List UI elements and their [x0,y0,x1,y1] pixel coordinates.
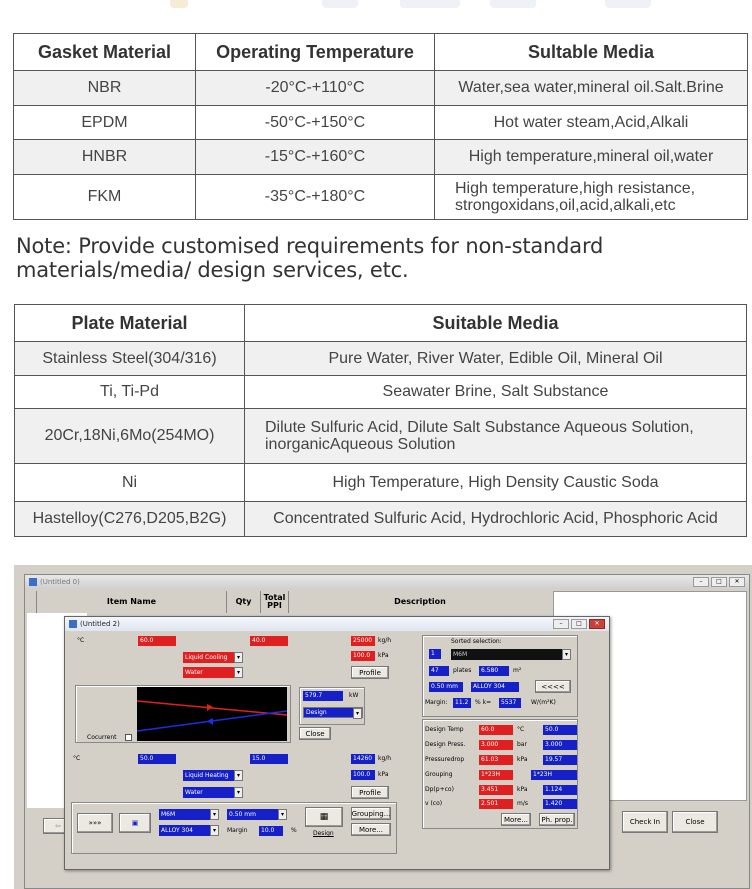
temperature-cell: -35°C-+180°C [196,175,435,220]
temperature-profile-graph [137,687,287,741]
result-hot-value: 3.451 [479,785,513,795]
maximize-icon[interactable]: □ [571,619,587,629]
plate-cell: Stainless Steel(304/316) [15,342,245,376]
area-unit: m² [513,667,522,674]
col-qty[interactable]: Qty [227,591,261,613]
table-header-row [15,305,747,342]
result-unit: bar [517,741,527,748]
design-dialog [64,616,610,870]
calculator-icon[interactable]: ▦ [305,807,343,827]
results-more-button[interactable]: More... [501,813,531,826]
minimize-icon[interactable]: – [553,619,569,629]
bottom-thickness-select[interactable] [227,809,287,820]
result-unit: m/s [517,800,528,807]
hot-temp-in-field[interactable]: 60.0 [138,636,176,646]
cold-temp-unit: °C [73,755,81,762]
cold-flow-unit: kg/h [378,755,392,762]
result-hot-value: 1*23H [479,770,513,780]
media-cell: High temperature,high resistance, strongoxidans,oil,acid,alkali,etc [435,175,748,220]
chevron-down-icon[interactable]: ▾ [234,770,243,781]
col-header-plate-material: Plate Material [15,305,245,342]
next-button[interactable]: »»» [77,813,113,833]
result-cold-value: 19.57 [543,755,577,765]
gasket-cell: EPDM [14,106,196,140]
area-field: 6.580 [479,666,509,676]
col-description[interactable]: Description [394,597,446,606]
col-header-suitable-media: Sultable Media [435,34,748,71]
bottom-margin-unit: % [291,827,297,834]
result-label: Grouping [425,771,453,778]
result-cold-value: 1*23H [531,770,577,780]
model-select[interactable] [451,649,571,660]
result-label: Design Temp [425,726,464,733]
k-field: 5537 [499,698,521,708]
ph-prop-button[interactable]: Ph. prop. [539,813,575,826]
dialog-titlebar [65,617,609,631]
bottom-margin-field[interactable]: 10.0 [259,826,283,836]
media-cell: Concentrated Sulfuric Acid, Hydrochloric Acid, Phosphoric Acid [245,502,747,537]
bottom-margin-label: Margin [227,827,248,834]
result-label: Pressuredrop [425,756,465,763]
col-header-operating-temperature: Operating Temperature [196,34,435,71]
hot-temp-out-field[interactable]: 40.0 [250,636,288,646]
cold-flow-field[interactable]: 14260 [351,754,375,764]
design-button-label[interactable]: Design [313,830,334,837]
media-cell: Seawater Brine, Salt Substance [245,376,747,409]
table-row [14,175,748,220]
plate-cell: 20Cr,18Ni,6Mo(254MO) [15,409,245,464]
media-cell: Pure Water, River Water, Edible Oil, Mineral Oil [245,342,747,376]
gasket-material-table [13,33,748,220]
chevron-down-icon[interactable]: ▾ [278,809,287,820]
table-row [15,464,747,502]
media-cell: Water,sea water,mineral oil.Salt.Brine [435,71,748,106]
dialog-title: (Untitled 2) [80,620,120,628]
media-cell: High Temperature, High Density Caustic Soda [245,464,747,502]
table-row [15,342,747,376]
table-row [15,376,747,409]
table-row [14,140,748,175]
result-hot-value: 2.501 [479,799,513,809]
table-row [15,502,747,537]
table-row [14,71,748,106]
design-mode-value: Design [304,708,354,717]
cocurrent-label: Cocurrent [87,734,117,741]
hot-mode-select[interactable] [183,652,243,663]
bottom-alloy-select[interactable] [159,825,219,836]
outer-window-title: (Untitled 0) [40,578,80,586]
app-icon [29,578,37,586]
previous-selection-button[interactable]: <<<< [535,680,571,693]
note-text: Note: Provide customised requirements for non-standard materials/media/ design services, etc. [16,234,604,282]
close-icon[interactable]: ✕ [729,577,745,587]
dialog-close-button[interactable]: Close [299,727,331,740]
gasket-cell: NBR [14,71,196,106]
bottom-alloy-value: ALLOY 304 [161,827,193,834]
cold-pressure-unit: kPa [378,771,389,778]
result-hot-value: 3.000 [479,740,513,750]
bottom-thickness-value: 0.50 mm [229,811,256,818]
bottom-model-value: M6M [161,811,176,818]
outer-close-button[interactable]: Close [672,811,718,833]
alloy-field: ALLOY 304 [471,682,519,692]
chevron-down-icon[interactable]: ▾ [234,667,243,678]
col-header-gasket-material: Gasket Material [14,34,196,71]
k-unit: W/(m²K) [531,699,556,706]
hot-flow-field[interactable]: 25000 [351,636,375,646]
margin-field: 11.2 [453,698,471,708]
result-cold-value: 50.0 [543,725,577,735]
gasket-cell: HNBR [14,140,196,175]
selection-index-field: 1 [429,649,441,659]
result-cold-value: 3.000 [543,740,577,750]
col-item-name[interactable]: Item Name [37,591,227,613]
cold-profile-button[interactable]: Profile [351,786,389,799]
power-field: 579.7 [303,691,343,701]
back-button[interactable]: ⇦ [43,818,73,834]
hot-mode-value: Liquid Cooling [185,654,228,661]
table-row [15,409,747,464]
book-icon[interactable]: ▣ [119,813,151,833]
temperature-cell: -15°C-+160°C [196,140,435,175]
media-cell: Hot water steam,Acid,Alkali [435,106,748,140]
result-cold-value: 1.124 [543,785,577,795]
result-unit: kPa [517,756,528,763]
col-header-suitable-media: Suitable Media [245,305,747,342]
cold-temp-out-field[interactable]: 15.0 [250,754,288,764]
result-label: v (co) [425,800,443,807]
plates-label: plates [453,667,472,674]
cocurrent-checkbox[interactable] [125,734,132,741]
plate-cell: Hastelloy(C276,D205,B2G) [15,502,245,537]
hot-pressure-field[interactable]: 100.0 [351,651,375,661]
plate-cell: Ni [15,464,245,502]
result-label: Dp(p+co) [425,786,454,793]
hot-flow-unit: kg/h [378,637,392,644]
hot-profile-button[interactable]: Profile [351,666,389,679]
minimize-icon[interactable]: – [693,577,709,587]
result-hot-value: 61.03 [479,755,513,765]
cold-temp-in-field[interactable]: 50.0 [138,754,176,764]
chevron-down-icon[interactable]: ▾ [210,825,219,836]
result-label: Design Press. [425,741,466,748]
bottom-model-select[interactable] [159,809,219,820]
cold-fluid-select[interactable] [183,787,243,798]
list-header [27,591,553,613]
plates-field: 47 [429,666,449,676]
bottom-more-button[interactable]: More... [351,823,391,836]
table-row [14,106,748,140]
temperature-cell: -20°C-+110°C [196,71,435,106]
close-icon[interactable]: ✕ [589,619,605,629]
k-label: % k= [475,699,492,706]
media-cell: High temperature,mineral oil,water [435,140,748,175]
result-cold-value: 1.420 [543,799,577,809]
grouping-button[interactable]: Grouping... [351,807,391,820]
sorted-selection-title: Sorted selection: [451,638,502,645]
result-hot-value: 60.0 [479,725,513,735]
result-unit: kPa [517,786,528,793]
design-mode-select[interactable] [303,707,363,718]
chevron-down-icon[interactable]: ▾ [353,708,362,719]
plate-material-table [14,304,747,537]
chevron-down-icon[interactable]: ▾ [210,809,219,820]
plate-cell: Ti, Ti-Pd [15,376,245,409]
model-value: M6M [453,651,468,658]
app-icon [69,620,77,628]
hot-fluid-select[interactable] [183,667,243,678]
maximize-icon[interactable]: □ [711,577,727,587]
margin-label: Margin: [425,699,448,706]
cold-mode-value: Liquid Heating [185,772,229,779]
gasket-cell: FKM [14,175,196,220]
result-unit: °C [517,726,525,733]
hot-temp-unit: °C [77,637,85,644]
temperature-cell: -50°C-+150°C [196,106,435,140]
chevron-down-icon[interactable]: ▾ [562,649,571,660]
cold-mode-select[interactable] [183,770,243,781]
hot-fluid-value: Water [185,669,203,676]
media-cell: Dilute Sulfuric Acid, Dilute Salt Substance Aqueous Solution, inorganicAqueous Solution [245,409,747,464]
cold-fluid-value: Water [185,789,203,796]
chevron-down-icon[interactable]: ▾ [234,787,243,798]
check-in-button[interactable]: Check In [622,811,668,833]
col-total-ppi[interactable]: Total PPI [261,591,289,613]
hot-pressure-unit: kPa [378,652,389,659]
table-header-row [14,34,748,71]
chevron-down-icon[interactable]: ▾ [234,652,243,663]
thickness-field: 0.50 mm [429,682,463,692]
outer-titlebar [25,575,749,589]
cold-pressure-field[interactable]: 100.0 [351,770,375,780]
power-unit: kW [349,692,359,699]
software-screenshot [14,565,752,889]
top-banner-remnant [0,0,752,14]
